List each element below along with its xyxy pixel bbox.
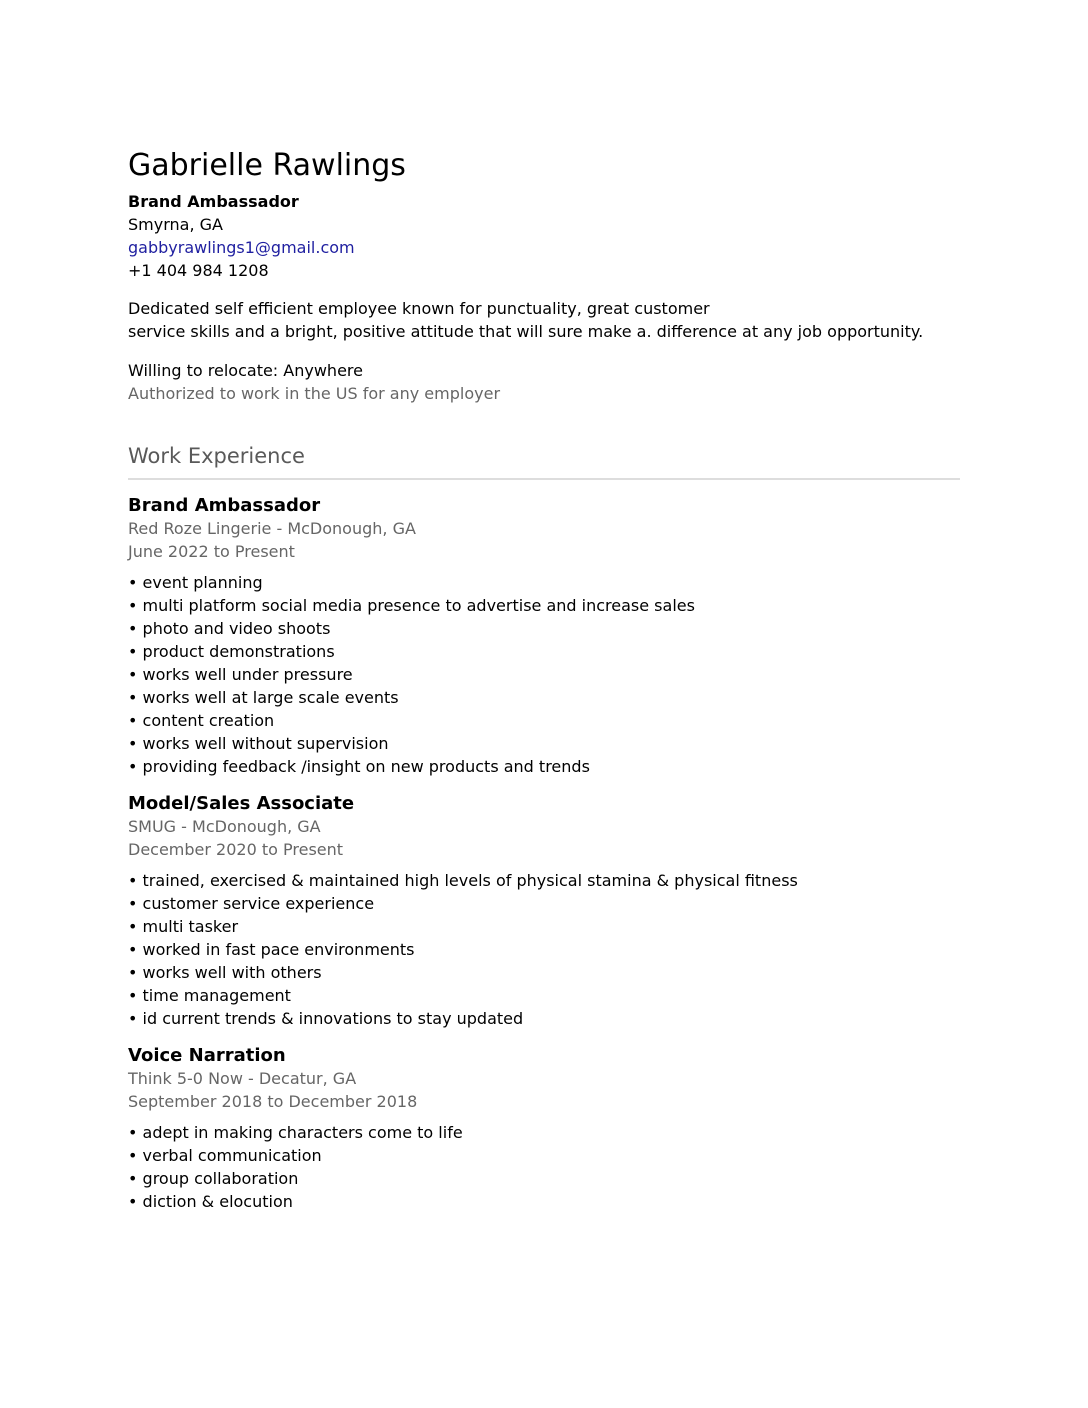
list-item: • works well at large scale events bbox=[128, 686, 960, 709]
summary-line: Dedicated self efficient employee known for punctuality, great customer bbox=[128, 299, 710, 318]
list-item: • event planning bbox=[128, 571, 960, 594]
list-item: • diction & elocution bbox=[128, 1190, 960, 1213]
list-item: • multi tasker bbox=[128, 915, 960, 938]
summary-line: service skills and a bright, positive attitude that will sure make a. difference at any job opportunity. bbox=[128, 322, 924, 341]
list-item: • id current trends & innovations to stay updated bbox=[128, 1007, 960, 1030]
summary bbox=[128, 297, 960, 343]
list-item: • works well with others bbox=[128, 961, 960, 984]
list-item: • adept in making characters come to life bbox=[128, 1121, 960, 1144]
list-item: • customer service experience bbox=[128, 892, 960, 915]
job-entry bbox=[128, 494, 960, 778]
section-title-work-experience: Work Experience bbox=[128, 442, 960, 480]
list-item: • trained, exercised & maintained high levels of physical stamina & physical fitness bbox=[128, 869, 960, 892]
list-item: • worked in fast pace environments bbox=[128, 938, 960, 961]
list-item: • works well without supervision bbox=[128, 732, 960, 755]
job-duties-list bbox=[128, 1121, 960, 1213]
work-authorization: Authorized to work in the US for any employer bbox=[128, 384, 501, 403]
job-company: SMUG - McDonough, GA bbox=[128, 817, 321, 836]
list-item: • product demonstrations bbox=[128, 640, 960, 663]
job-company: Red Roze Lingerie - McDonough, GA bbox=[128, 519, 416, 538]
job-title: Model/Sales Associate bbox=[128, 793, 355, 814]
candidate-location: Smyrna, GA bbox=[128, 215, 223, 234]
job-dates: June 2022 to Present bbox=[128, 542, 295, 561]
job-duties-list bbox=[128, 869, 960, 1030]
list-item: • photo and video shoots bbox=[128, 617, 960, 640]
list-item: • works well under pressure bbox=[128, 663, 960, 686]
job-title: Voice Narration bbox=[128, 1045, 286, 1066]
relocation-preference: Willing to relocate: Anywhere bbox=[128, 361, 363, 380]
job-dates: December 2020 to Present bbox=[128, 840, 344, 859]
candidate-email-link[interactable]: gabbyrawlings1@gmail.com bbox=[128, 238, 355, 257]
job-entry bbox=[128, 1044, 960, 1213]
candidate-phone: +1 404 984 1208 bbox=[128, 261, 269, 280]
list-item: • providing feedback /insight on new products and trends bbox=[128, 755, 960, 778]
job-duties-list bbox=[128, 571, 960, 778]
resume-page bbox=[128, 146, 960, 1213]
job-dates: September 2018 to December 2018 bbox=[128, 1092, 418, 1111]
candidate-headline: Brand Ambassador bbox=[128, 192, 299, 211]
list-item: • group collaboration bbox=[128, 1167, 960, 1190]
list-item: • verbal communication bbox=[128, 1144, 960, 1167]
candidate-name: Gabrielle Rawlings bbox=[128, 148, 406, 183]
list-item: • multi platform social media presence to advertise and increase sales bbox=[128, 594, 960, 617]
job-title: Brand Ambassador bbox=[128, 495, 321, 516]
job-company: Think 5-0 Now - Decatur, GA bbox=[128, 1069, 357, 1088]
job-entry bbox=[128, 792, 960, 1030]
list-item: • content creation bbox=[128, 709, 960, 732]
list-item: • time management bbox=[128, 984, 960, 1007]
